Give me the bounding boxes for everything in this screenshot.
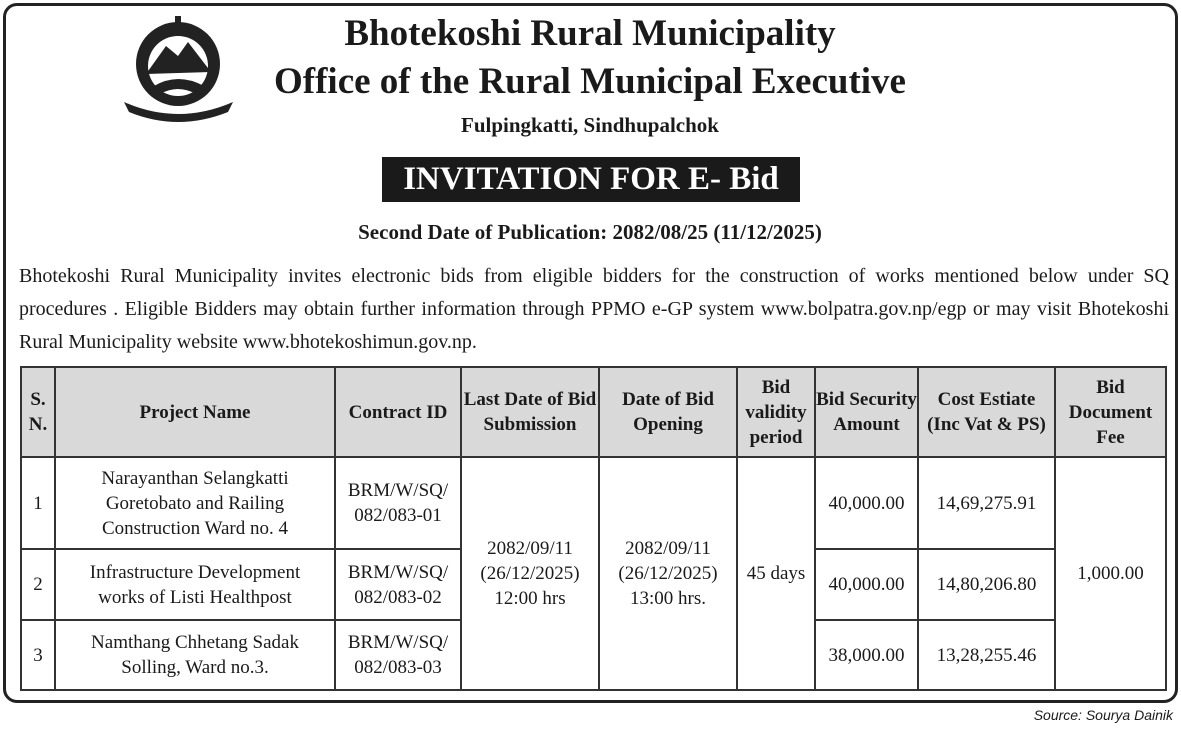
cell-security: 38,000.00 — [815, 620, 918, 690]
header-contract-id: Contract ID — [335, 367, 461, 457]
invitation-banner: INVITATION FOR E- Bid — [382, 157, 800, 202]
header-submission: Last Date of Bid Submission — [461, 367, 599, 457]
municipality-title: Bhotekoshi Rural Municipality — [344, 13, 836, 54]
cell-submission: 2082/09/11 (26/12/2025) 12:00 hrs — [461, 457, 599, 690]
cell-sn: 1 — [21, 457, 55, 549]
cell-contract-id: BRM/W/SQ/ 082/083-01 — [335, 457, 461, 549]
cell-sn: 2 — [21, 549, 55, 620]
cell-project-name: Narayanthan Selangkatti Goretobato and Railing Construction Ward no. 4 — [55, 457, 335, 549]
table-row — [21, 457, 1166, 549]
cell-contract-id: BRM/W/SQ/ 082/083-02 — [335, 549, 461, 620]
cell-cost: 13,28,255.46 — [918, 620, 1055, 690]
cell-opening: 2082/09/11 (26/12/2025) 13:00 hrs. — [599, 457, 737, 690]
header-project-name: Project Name — [55, 367, 335, 457]
publication-date: Second Date of Publication: 2082/08/25 (11/12/2025) — [358, 220, 822, 244]
header-cost: Cost Estiate (Inc Vat & PS) — [918, 367, 1055, 457]
cell-project-name: Namthang Chhetang Sadak Solling, Ward no.3. — [55, 620, 335, 690]
cell-security: 40,000.00 — [815, 549, 918, 620]
cell-cost: 14,80,206.80 — [918, 549, 1055, 620]
header-validity: Bid validity period — [737, 367, 815, 457]
cell-project-name: Infrastructure Development works of Listi Healthpost — [55, 549, 335, 620]
address: Fulpingkatti, Sindhupalchok — [461, 113, 719, 137]
cell-cost: 14,69,275.91 — [918, 457, 1055, 549]
intro-paragraph: Bhotekoshi Rural Municipality invites electronic bids from eligible bidders for the construction of works mentioned below under SQ procedures . Eligible Bidders may obtain further information through PPMO e-GP system www.bolpatra.gov.np/egp or may visit Bhotekoshi Rural Municipality website www.bhotekoshimun.gov.np. — [19, 265, 1169, 353]
header-fee: Bid Document Fee — [1055, 367, 1166, 457]
cell-fee: 1,000.00 — [1055, 457, 1166, 690]
header-opening: Date of Bid Opening — [599, 367, 737, 457]
source-credit: Source: Sourya Dainik — [1033, 707, 1173, 723]
nepal-emblem-logo — [116, 14, 241, 122]
cell-contract-id: BRM/W/SQ/ 082/083-03 — [335, 620, 461, 690]
header-sn: S. N. — [21, 367, 55, 457]
bid-table — [20, 366, 1167, 691]
cell-sn: 3 — [21, 620, 55, 690]
office-subtitle: Office of the Rural Municipal Executive — [274, 61, 906, 102]
cell-validity: 45 days — [737, 457, 815, 690]
cell-security: 40,000.00 — [815, 457, 918, 549]
table-header-row — [21, 367, 1166, 457]
header-security: Bid Security Amount — [815, 367, 918, 457]
